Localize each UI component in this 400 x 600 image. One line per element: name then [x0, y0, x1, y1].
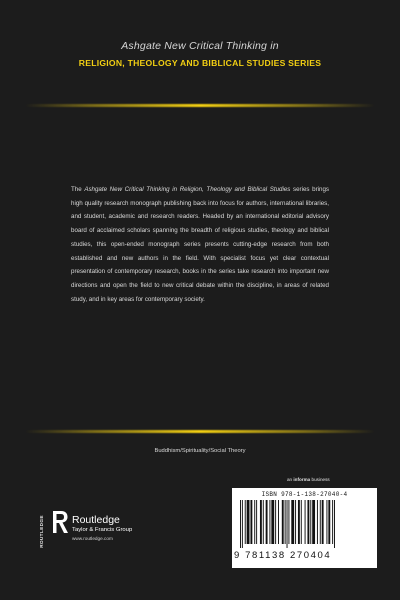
blurb-series-name: Ashgate New Critical Thinking in Religion, Theology and Biblical Studies [84, 186, 291, 193]
series-title [0, 40, 400, 68]
isbn-barcode [232, 488, 377, 568]
publisher-text [72, 514, 132, 541]
barcode-bar [317, 500, 318, 544]
barcode-bar [332, 500, 333, 544]
publisher-logo [40, 505, 180, 555]
barcode-bar [326, 500, 327, 544]
informa-business-label [287, 477, 330, 482]
barcode-bar [288, 500, 289, 544]
informa-suffix: business [310, 477, 330, 482]
barcode-bar [298, 500, 300, 544]
barcode-bar [334, 500, 335, 548]
barcode-bar [266, 500, 268, 544]
blurb-body: series brings high quality research monograph publishing back into focus for authors, international libraries, and student, academic and research readers. Headed by an international editorial advisory board of acclaimed scholars spanning the breadth of religious studies, theology and biblical studies, this open-ended monograph series presents cutting-edge research from both established and new authors in the field. With specialist focus yet clear contextual presentation of contemporary research, books in the series take research into important new directions and open the field to new critical debate within the discipline, in areas of related study, and in key areas for contemporary society. [71, 186, 329, 303]
blurb-prefix: The [71, 186, 85, 193]
barcode-bar [271, 500, 274, 544]
barcode-bar [301, 500, 302, 544]
series-bold-line: RELIGION, THEOLOGY AND BIBLICAL STUDIES SERIES [78, 58, 322, 68]
barcode-bar [320, 500, 321, 544]
barcode-bar [240, 500, 241, 548]
publisher-url: www.routledge.com [72, 536, 113, 541]
barcode-bars [240, 500, 369, 548]
publisher-vertical-label: ROUTLEDGE [39, 515, 45, 548]
publisher-name: Routledge [72, 514, 120, 526]
barcode-bar [254, 500, 255, 544]
barcode-bar [245, 500, 246, 544]
barcode-bar [260, 500, 262, 544]
barcode-bar [242, 500, 243, 548]
barcode-bar [322, 500, 324, 544]
barcode-bar [287, 500, 288, 548]
barcode-bar [291, 500, 294, 544]
barcode-bar [312, 500, 315, 544]
subject-category: Buddhism/Spirituality/Social Theory [154, 448, 246, 454]
barcode-bar [250, 500, 252, 544]
informa-bold: informa [293, 477, 311, 482]
informa-prefix: an [287, 477, 294, 482]
barcode-digits: 9 781138 270404 [234, 550, 332, 561]
bottom-glow-divider [25, 430, 375, 433]
series-italic-line: Ashgate New Critical Thinking in [121, 40, 279, 52]
barcode-bar [285, 500, 286, 544]
barcode-bar [278, 500, 279, 544]
top-glow-divider [25, 104, 375, 107]
barcode-bar [282, 500, 284, 544]
barcode-bar [256, 500, 257, 544]
barcode-bar [328, 500, 330, 544]
barcode-bar [307, 500, 309, 544]
barcode-bar [247, 500, 250, 544]
isbn-label: ISBN 978-1-138-27040-4 [261, 491, 348, 498]
barcode-bar [275, 500, 276, 544]
routledge-r-icon [51, 509, 69, 535]
barcode-bar [305, 500, 306, 544]
barcode-bar [295, 500, 296, 544]
series-description [71, 183, 329, 306]
barcode-bar [310, 500, 311, 544]
barcode-bar [263, 500, 264, 544]
barcode-bar [269, 500, 270, 544]
publisher-group: Taylor & Francis Group [72, 527, 133, 533]
